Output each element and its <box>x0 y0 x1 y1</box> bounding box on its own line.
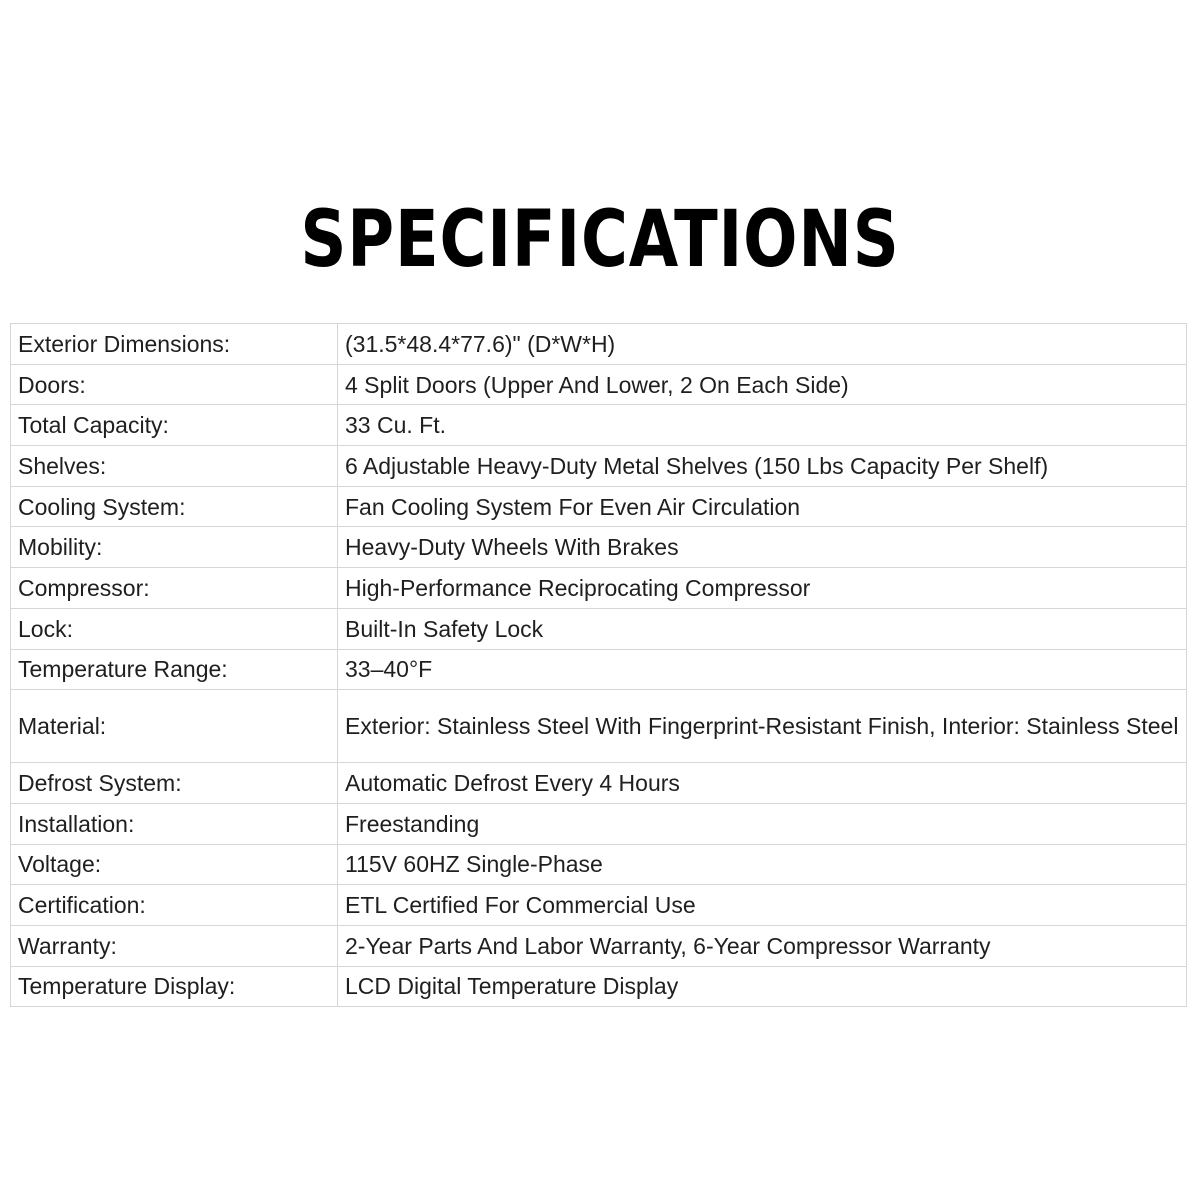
spec-row-cooling-system <box>11 486 1187 527</box>
spec-label: Installation: <box>11 803 338 844</box>
spec-value: Heavy-Duty Wheels With Brakes <box>338 527 1187 568</box>
spec-label: Doors: <box>11 364 338 405</box>
spec-label: Exterior Dimensions: <box>11 324 338 365</box>
spec-value: Automatic Defrost Every 4 Hours <box>338 763 1187 804</box>
spec-label: Material: <box>11 690 338 763</box>
specifications-table <box>10 323 1187 1007</box>
spec-label: Cooling System: <box>11 486 338 527</box>
spec-value: 4 Split Doors (Upper And Lower, 2 On Each Side) <box>338 364 1187 405</box>
spec-label: Mobility: <box>11 527 338 568</box>
spec-label: Shelves: <box>11 446 338 487</box>
spec-value: 6 Adjustable Heavy-Duty Metal Shelves (150 Lbs Capacity Per Shelf) <box>338 446 1187 487</box>
spec-value: 33–40°F <box>338 649 1187 690</box>
page-title: SPECIFICATIONS <box>300 195 900 285</box>
spec-value: High-Performance Reciprocating Compressor <box>338 568 1187 609</box>
spec-label: Total Capacity: <box>11 405 338 446</box>
spec-value: 115V 60HZ Single-Phase <box>338 844 1187 885</box>
spec-row-compressor <box>11 568 1187 609</box>
spec-label: Warranty: <box>11 925 338 966</box>
spec-value: Exterior: Stainless Steel With Fingerprint-Resistant Finish, Interior: Stainless Steel <box>338 690 1187 763</box>
spec-label: Compressor: <box>11 568 338 609</box>
spec-row-certification <box>11 885 1187 926</box>
spec-value: Fan Cooling System For Even Air Circulation <box>338 486 1187 527</box>
spec-label: Defrost System: <box>11 763 338 804</box>
spec-value: (31.5*48.4*77.6)" (D*W*H) <box>338 324 1187 365</box>
spec-value: Built-In Safety Lock <box>338 608 1187 649</box>
spec-label: Voltage: <box>11 844 338 885</box>
spec-row-lock <box>11 608 1187 649</box>
spec-label: Temperature Range: <box>11 649 338 690</box>
spec-row-exterior-dimensions <box>11 324 1187 365</box>
spec-value: 2-Year Parts And Labor Warranty, 6-Year Compressor Warranty <box>338 925 1187 966</box>
spec-row-installation <box>11 803 1187 844</box>
spec-label: Lock: <box>11 608 338 649</box>
spec-row-voltage <box>11 844 1187 885</box>
spec-label: Certification: <box>11 885 338 926</box>
spec-row-temperature-display <box>11 966 1187 1007</box>
spec-value: LCD Digital Temperature Display <box>338 966 1187 1007</box>
spec-row-defrost-system <box>11 763 1187 804</box>
spec-value: 33 Cu. Ft. <box>338 405 1187 446</box>
spec-row-temperature-range <box>11 649 1187 690</box>
spec-value: ETL Certified For Commercial Use <box>338 885 1187 926</box>
spec-row-doors <box>11 364 1187 405</box>
spec-row-warranty <box>11 925 1187 966</box>
spec-row-material <box>11 690 1187 763</box>
spec-label: Temperature Display: <box>11 966 338 1007</box>
spec-value: Freestanding <box>338 803 1187 844</box>
spec-row-total-capacity <box>11 405 1187 446</box>
spec-row-shelves <box>11 446 1187 487</box>
spec-row-mobility <box>11 527 1187 568</box>
